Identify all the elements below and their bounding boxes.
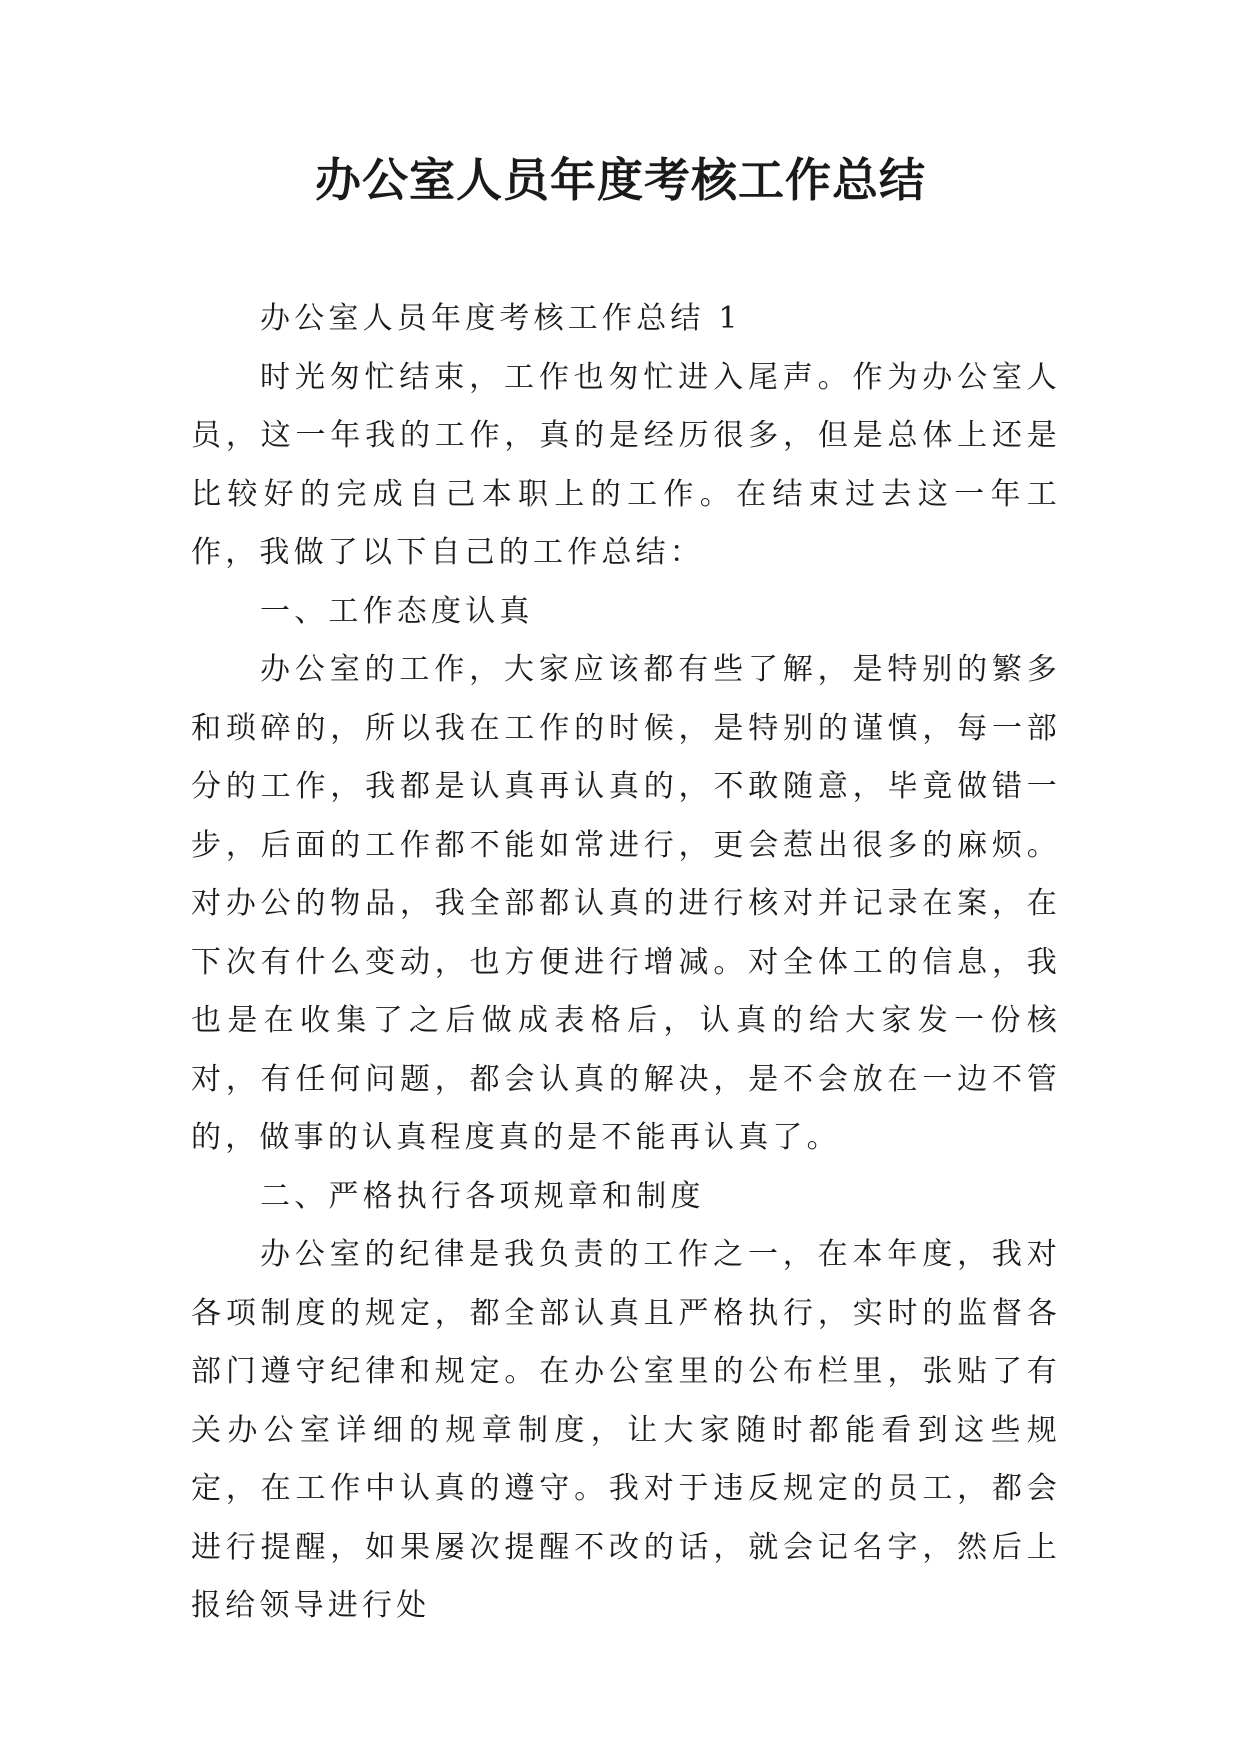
document-title: 办公室人员年度考核工作总结: [315, 153, 926, 207]
section-subtitle: 办公室人员年度考核工作总结 1: [260, 301, 742, 336]
paragraph-section-2: 办公室的纪律是我负责的工作之一，在本年度，我对各项制度的规定，都全部认真且严格执行，实时的监督各部门遵守纪律和规定。在办公室里的公布栏里，张贴了有关办公室详细的规章制度，让大家随时都能看到这些规定，在工作中认真的遵守。我对于违反规定的员工，都会进行提醒，如果屡次提醒不改的话，就会记名字，然后上报给领导进行处: [191, 1237, 1061, 1623]
section-heading-2: 二、严格执行各项规章和制度: [260, 1178, 705, 1214]
section-heading-1: 一、工作态度认真: [260, 593, 534, 629]
paragraph-intro: 时光匆忙结束，工作也匆忙进入尾声。作为办公室人员，这一年我的工作，真的是经历很多，但是总体上还是比较好的完成自己本职上的工作。在结束过去这一年工作，我做了以下自己的工作总结：: [191, 359, 1061, 570]
document-body: [191, 290, 1061, 1636]
paragraph-section-1: 办公室的工作，大家应该都有些了解，是特别的繁多和琐碎的，所以我在工作的时候，是特别的谨慎，每一部分的工作，我都是认真再认真的，不敢随意，毕竟做错一步，后面的工作都不能如常进行，更会惹出很多的麻烦。对办公的物品，我全部都认真的进行核对并记录在案，在下次有什么变动，也方便进行增减。对全体工的信息，我也是在收集了之后做成表格后，认真的给大家发一份核对，有任何问题，都会认真的解决，是不会放在一边不管的，做事的认真程度真的是不能再认真了。: [191, 652, 1061, 1155]
